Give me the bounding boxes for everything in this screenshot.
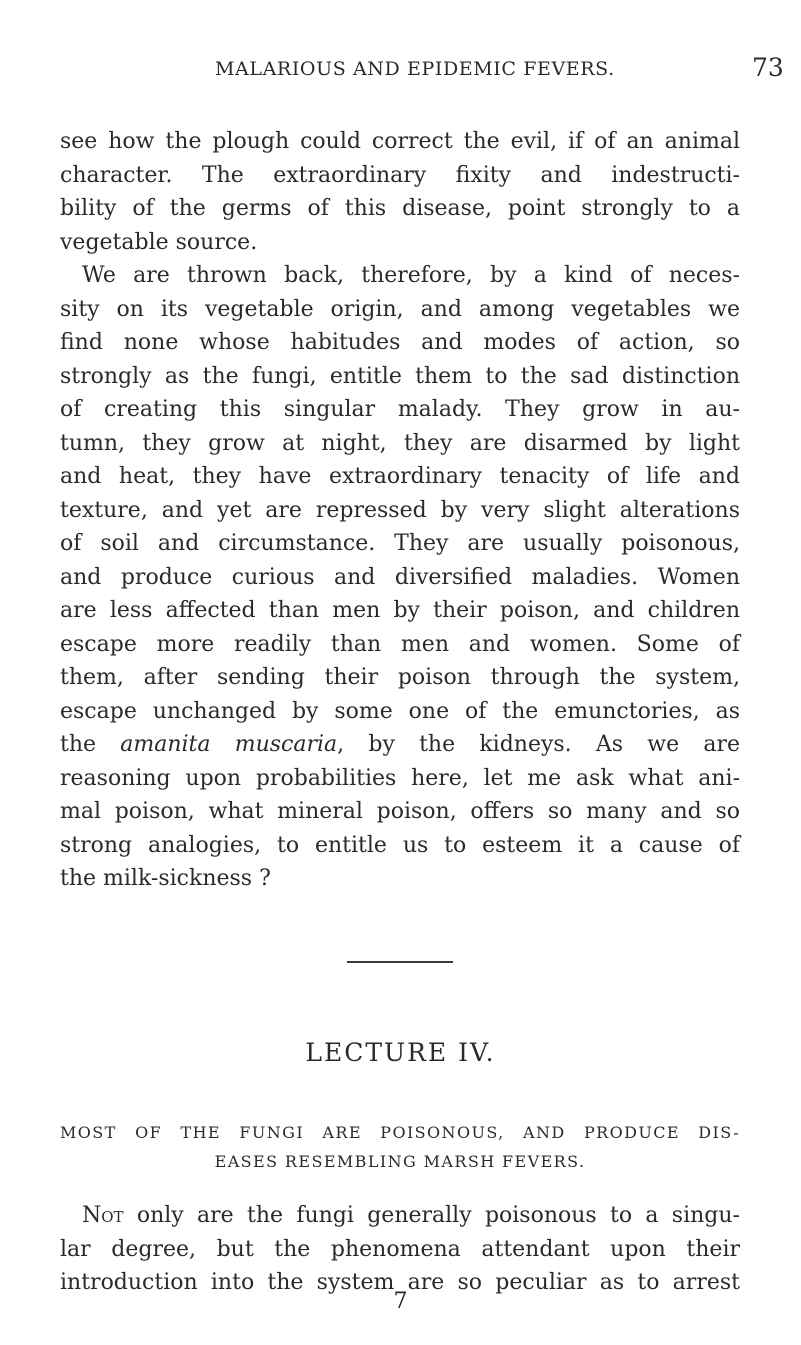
- text-line: strongly as the fungi, entitle them to the sad distinction: [60, 363, 740, 389]
- running-head: MALARIOUS AND EPIDEMIC FEVERS.: [215, 58, 615, 80]
- main-text: [60, 125, 740, 896]
- text-line: reasoning upon probabilities here, let me ask what ani-: [60, 765, 740, 791]
- text-line: see how the plough could correct the evil, if of an animal: [60, 129, 740, 154]
- text-line: and heat, they have extraordinary tenacity of life and: [60, 464, 740, 489]
- species-prefix: the: [60, 732, 121, 757]
- text-line: texture, and yet are repressed by very slight alterations: [60, 497, 740, 523]
- text-line: mal poison, what mineral poison, offers so many and so: [60, 799, 740, 824]
- text-line: them, after sending their poison through the system,: [60, 665, 740, 690]
- text-line: sity on its vegetable origin, and among vegetables we: [60, 296, 740, 322]
- text-line: vegetable source.: [60, 229, 258, 255]
- subheading-line: MOST OF THE FUNGI ARE POISONOUS, AND PRODUCE DIS-: [60, 1123, 740, 1142]
- section-divider: [347, 961, 453, 963]
- text-line: are less affected than men by their poison, and children: [60, 598, 740, 623]
- signature-mark: 7: [393, 1289, 408, 1314]
- text-line: lar degree, but the phenomena attendant upon their: [60, 1236, 740, 1262]
- text-line: character. The extraordinary fixity and indestructi-: [60, 162, 740, 188]
- text-line: escape more readily than men and women. Some of: [60, 631, 740, 657]
- text-line: find none whose habitudes and modes of action, so: [60, 330, 740, 355]
- species-name: amanita muscaria: [120, 732, 338, 757]
- text-line: and produce curious and diversified maladies. Women: [60, 564, 740, 590]
- text-line: bility of the germs of this disease, point strongly to a: [60, 196, 740, 221]
- text-line: the milk-sickness ?: [60, 866, 271, 891]
- text-line: of soil and circumstance. They are usually poisonous,: [60, 531, 740, 556]
- subheading-line: EASES RESEMBLING MARSH FEVERS.: [214, 1152, 586, 1171]
- species-suffix: , by the kidneys. As we are: [337, 732, 740, 757]
- opening-line-rest: only are the fungi generally poisonous to a singu-: [123, 1203, 740, 1228]
- text-line: introduction into the system are so peculiar as to arrest: [60, 1270, 740, 1295]
- text-line: strong analogies, to entitle us to esteem it a cause of: [60, 832, 740, 858]
- text-line: escape unchanged by some one of the emunctories, as: [60, 698, 740, 724]
- text-line: of creating this singular malady. They grow in au-: [60, 397, 740, 422]
- text-line-species: [60, 728, 740, 762]
- text-line: We are thrown back, therefore, by a kind of neces-: [82, 263, 740, 288]
- lecture-heading: LECTURE IV.: [305, 1038, 496, 1067]
- text-line-opening: [60, 1199, 740, 1233]
- page-number: 73: [752, 53, 784, 82]
- lecture-subheading: [60, 1118, 740, 1176]
- lecture-text: [60, 1199, 740, 1300]
- opening-word: Not: [82, 1203, 124, 1228]
- text-line: tumn, they grow at night, they are disarmed by light: [60, 430, 740, 456]
